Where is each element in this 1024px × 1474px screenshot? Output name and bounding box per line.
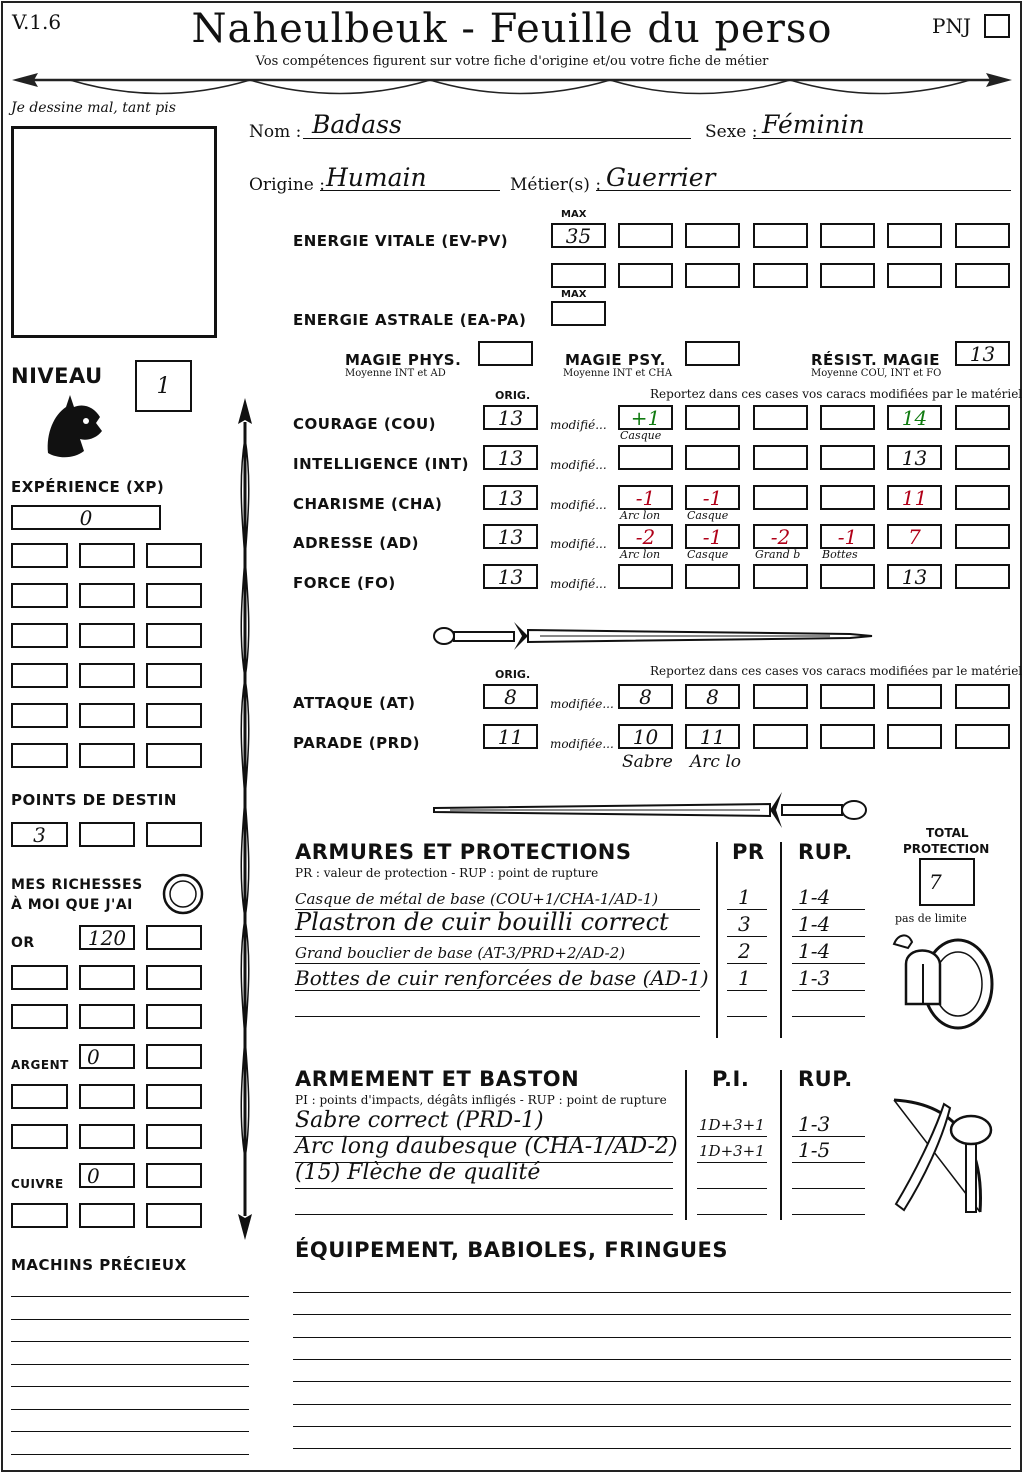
stat-label-2: CHARISME (CHA) — [293, 495, 443, 513]
armor-item-2[interactable]: Grand bouclier de base (AT-3/PRD+2/AD-2) — [295, 944, 626, 962]
stat-mod-box-3-3[interactable]: -1 — [820, 524, 875, 549]
xp-grid-box-3-0[interactable] — [11, 663, 68, 688]
destin-box-2[interactable] — [79, 822, 135, 847]
vital-box-0-4[interactable] — [820, 223, 875, 248]
stat-mod-box-3-1[interactable]: -1 — [685, 524, 740, 549]
pnj-label: PNJ — [932, 14, 971, 38]
combat-mod-box-1-0[interactable]: 10 — [618, 724, 673, 749]
cuivre-label: CUIVRE — [11, 1177, 64, 1191]
combat-orig-box-1[interactable]: 11 — [483, 724, 538, 749]
argent-box-2[interactable] — [146, 1044, 202, 1069]
argent-box[interactable]: 0 — [79, 1044, 135, 1069]
vital-box-0-0[interactable]: 35 — [551, 223, 606, 248]
equip-line-1[interactable] — [293, 1314, 1011, 1315]
vital-box-0-2[interactable] — [685, 223, 740, 248]
coin-grid-box-1-1[interactable] — [79, 1004, 135, 1029]
stat-modifie-4: modifié... — [550, 577, 607, 591]
weapon-rup-line-3[interactable] — [792, 1214, 865, 1215]
stat-mod-box-3-2[interactable]: -2 — [753, 524, 808, 549]
armor-pr-2[interactable]: 2 — [738, 939, 751, 963]
precieux-line-6[interactable] — [11, 1431, 249, 1432]
combat-mod-box-1-2[interactable] — [753, 724, 808, 749]
armor-rup-line-3[interactable] — [792, 990, 865, 991]
combat-modifie-1: modifiée... — [550, 737, 614, 751]
sexe-field[interactable]: Féminin — [762, 110, 865, 139]
weapon-pi-line-1[interactable] — [697, 1162, 767, 1163]
stat-label-0: COURAGE (COU) — [293, 415, 437, 433]
weapons-rup-label: RUP. — [798, 1067, 853, 1091]
destin-box-3[interactable] — [146, 822, 202, 847]
stat-mod-box-1-5[interactable] — [955, 445, 1010, 470]
equip-line-6[interactable] — [293, 1426, 1011, 1427]
stat-modifie-0: modifié... — [550, 418, 607, 432]
weapon-pi-1[interactable]: 1D+3+1 — [699, 1142, 765, 1160]
armor-item-1[interactable]: Plastron de cuir bouilli correct — [295, 908, 669, 936]
stat-sub-3-3: Bottes — [822, 548, 858, 561]
stat-mod-box-2-1[interactable]: -1 — [685, 485, 740, 510]
coin-grid-box-2-0[interactable] — [11, 1084, 68, 1109]
weapon-label-1: Sabre — [622, 752, 673, 772]
stat-mod-box-1-2[interactable] — [753, 445, 808, 470]
combat-report-note: Reportez dans ces cases vos caracs modifiées par le matériel — [650, 664, 1023, 678]
destin-box-1[interactable]: 3 — [11, 822, 68, 847]
xp-grid-box-1-2[interactable] — [146, 583, 202, 608]
coin-grid-box-2-2[interactable] — [146, 1084, 202, 1109]
vital-box-1-0[interactable] — [551, 263, 606, 288]
xp-grid-box-0-2[interactable] — [146, 543, 202, 568]
stat-mod-box-4-2[interactable] — [753, 564, 808, 589]
weapon-rup-0[interactable]: 1-3 — [798, 1112, 831, 1136]
armor-pr-label: PR — [732, 840, 765, 864]
sexe-label: Sexe : — [705, 122, 758, 142]
armor-line-4[interactable] — [295, 1016, 700, 1017]
armor-vline-1 — [716, 842, 718, 1038]
weapon-item-2[interactable]: (15) Flèche de qualité — [295, 1160, 541, 1185]
stat-mod-box-1-1[interactable] — [685, 445, 740, 470]
resist-magie-box[interactable]: 13 — [955, 341, 1010, 366]
xp-grid-box-5-1[interactable] — [79, 743, 135, 768]
no-limit-note: pas de limite — [895, 912, 967, 925]
weapons-vline-1 — [685, 1070, 687, 1220]
xp-grid-box-2-0[interactable] — [11, 623, 68, 648]
coin-grid-box-3-0[interactable] — [11, 1124, 68, 1149]
stat-label-4: FORCE (FO) — [293, 574, 396, 592]
sword-bottom-icon — [430, 786, 875, 832]
precieux-line-2[interactable] — [11, 1341, 249, 1342]
stat-mod-box-0-2[interactable] — [753, 405, 808, 430]
stat-mod-box-0-0[interactable]: +1 — [618, 405, 673, 430]
niveau-label: NIVEAU — [11, 364, 103, 388]
coin-grid-box-1-2[interactable] — [146, 1004, 202, 1029]
weapon-pi-line-2[interactable] — [697, 1188, 767, 1189]
vital-box-0-1[interactable] — [618, 223, 673, 248]
vital-box-1-5[interactable] — [887, 263, 942, 288]
stat-mod-box-4-5[interactable] — [955, 564, 1010, 589]
coin-grid-box-4-0[interactable] — [11, 1203, 68, 1228]
dragon-icon — [40, 393, 106, 463]
magie-psy-note: Moyenne INT et CHA — [563, 368, 673, 379]
combat-mod-box-1-4[interactable] — [887, 724, 942, 749]
armor-pr-3[interactable]: 1 — [738, 966, 751, 990]
resist-magie-label: RÉSIST. MAGIE — [811, 351, 941, 369]
armor-rup-label: RUP. — [798, 840, 853, 864]
portrait-caption: Je dessine mal, tant pis — [11, 100, 176, 116]
equip-line-7[interactable] — [293, 1448, 1011, 1449]
stat-sub-0-0: Casque — [620, 429, 662, 442]
armor-pr-0[interactable]: 1 — [738, 885, 751, 909]
combat-label-1: PARADE (PRD) — [293, 734, 421, 752]
weapon-pi-line-0[interactable] — [697, 1136, 767, 1137]
armor-rup-0[interactable]: 1-4 — [798, 885, 831, 909]
vital-box-0-5[interactable] — [887, 223, 942, 248]
stat-sub-3-1: Casque — [687, 548, 729, 561]
combat-mod-box-0-2[interactable] — [753, 684, 808, 709]
weapon-label-2: Arc lo — [690, 752, 741, 772]
xp-grid-box-3-1[interactable] — [79, 663, 135, 688]
equip-line-0[interactable] — [293, 1292, 1011, 1293]
armor-pr-line-1[interactable] — [727, 936, 767, 937]
xp-grid-box-2-1[interactable] — [79, 623, 135, 648]
coin-grid-box-1-0[interactable] — [11, 1004, 68, 1029]
armor-pr-1[interactable]: 3 — [738, 912, 751, 936]
stat-mod-box-1-4[interactable]: 13 — [887, 445, 942, 470]
richesses-label-2: À MOI QUE J'AI — [11, 897, 133, 913]
coin-grid-box-3-1[interactable] — [79, 1124, 135, 1149]
origine-field[interactable]: Humain — [326, 163, 427, 192]
destin-label: POINTS DE DESTIN — [11, 791, 177, 809]
weapon-pi-line-3[interactable] — [697, 1214, 767, 1215]
page-title: Naheulbeuk - Feuille du perso — [191, 6, 833, 52]
weapon-item-1[interactable]: Arc long daubesque (CHA-1/AD-2) — [295, 1134, 678, 1159]
stat-mod-box-0-3[interactable] — [820, 405, 875, 430]
cuivre-box-2[interactable] — [146, 1163, 202, 1188]
stats-orig-label: ORIG. — [495, 389, 531, 402]
niveau-box[interactable]: 1 — [135, 360, 192, 412]
precieux-line-0[interactable] — [11, 1296, 249, 1297]
combat-mod-box-0-5[interactable] — [955, 684, 1010, 709]
nom-label: Nom : — [249, 122, 302, 142]
armor-rup-line-0[interactable] — [792, 909, 865, 910]
stat-mod-box-4-4[interactable]: 13 — [887, 564, 942, 589]
precieux-label: MACHINS PRÉCIEUX — [11, 1256, 187, 1274]
stat-mod-box-4-1[interactable] — [685, 564, 740, 589]
xp-box[interactable]: 0 — [11, 505, 161, 530]
magie-phys-box[interactable] — [478, 341, 533, 366]
stat-mod-box-3-4[interactable]: 7 — [887, 524, 942, 549]
vital-box-1-4[interactable] — [820, 263, 875, 288]
magie-phys-note: Moyenne INT et AD — [345, 368, 446, 379]
precieux-line-1[interactable] — [11, 1319, 249, 1320]
equip-line-3[interactable] — [293, 1359, 1011, 1360]
equip-line-2[interactable] — [293, 1337, 1011, 1338]
stat-mod-box-0-4[interactable]: 14 — [887, 405, 942, 430]
armor-vline-2 — [780, 842, 782, 1038]
stat-sub-3-0: Arc lon — [620, 548, 661, 561]
weapon-rup-line-2[interactable] — [792, 1188, 865, 1189]
xp-grid-box-4-0[interactable] — [11, 703, 68, 728]
armor-pr-line-4[interactable] — [727, 1016, 767, 1017]
ev-max-label: MAX — [561, 209, 587, 220]
armor-pr-line-3[interactable] — [727, 990, 767, 991]
metier-label: Métier(s) : — [510, 175, 602, 195]
stat-mod-box-2-5[interactable] — [955, 485, 1010, 510]
armor-item-3[interactable]: Bottes de cuir renforcées de base (AD-1) — [295, 966, 709, 990]
vital-box-0-3[interactable] — [753, 223, 808, 248]
portrait-box[interactable] — [11, 126, 217, 338]
armor-rup-2[interactable]: 1-4 — [798, 939, 831, 963]
stat-sub-2-0: Arc lon — [620, 509, 661, 522]
vital-box-1-1[interactable] — [618, 263, 673, 288]
weapon-rup-1[interactable]: 1-5 — [798, 1138, 831, 1162]
total-protection-box[interactable]: 7 — [919, 858, 975, 906]
xp-grid-box-3-2[interactable] — [146, 663, 202, 688]
armor-rup-line-2[interactable] — [792, 963, 865, 964]
stat-orig-box-3[interactable]: 13 — [483, 524, 538, 549]
xp-grid-box-5-0[interactable] — [11, 743, 68, 768]
stat-mod-box-4-3[interactable] — [820, 564, 875, 589]
armor-line-3[interactable] — [295, 990, 700, 991]
weapon-rup-line-0[interactable] — [792, 1136, 865, 1137]
stat-mod-box-3-0[interactable]: -2 — [618, 524, 673, 549]
armor-pr-line-2[interactable] — [727, 963, 767, 964]
weapons-title: ARMEMENT ET BASTON — [295, 1067, 580, 1091]
origine-label: Origine : — [249, 175, 325, 195]
combat-mod-box-1-3[interactable] — [820, 724, 875, 749]
vital-box-0-6[interactable] — [955, 223, 1010, 248]
armor-item-0[interactable]: Casque de métal de base (COU+1/CHA-1/AD-1) — [295, 890, 659, 908]
coin-grid-box-0-1[interactable] — [79, 965, 135, 990]
armor-rup-1[interactable]: 1-4 — [798, 912, 831, 936]
version-label: V.1.6 — [12, 10, 62, 34]
helmet-shield-icon — [888, 924, 998, 1036]
stat-orig-box-1[interactable]: 13 — [483, 445, 538, 470]
sword-top-icon — [430, 612, 875, 658]
argent-label: ARGENT — [11, 1058, 69, 1072]
combat-mod-box-0-0[interactable]: 8 — [618, 684, 673, 709]
combat-label-0: ATTAQUE (AT) — [293, 694, 416, 712]
stat-sub-2-1: Casque — [687, 509, 729, 522]
combat-modifie-0: modifiée... — [550, 697, 614, 711]
magie-psy-box[interactable] — [685, 341, 740, 366]
ea-max-label: MAX — [561, 289, 587, 300]
combat-mod-box-0-1[interactable]: 8 — [685, 684, 740, 709]
combat-mod-box-1-5[interactable] — [955, 724, 1010, 749]
precieux-line-7[interactable] — [11, 1454, 249, 1455]
armor-rup-line-4[interactable] — [792, 1016, 865, 1017]
coin-grid-box-4-1[interactable] — [79, 1203, 135, 1228]
stat-mod-box-2-4[interactable]: 11 — [887, 485, 942, 510]
weapon-item-0[interactable]: Sabre correct (PRD-1) — [295, 1108, 544, 1133]
stat-mod-box-1-3[interactable] — [820, 445, 875, 470]
richesses-label-1: MES RICHESSES — [11, 877, 143, 893]
magie-psy-label: MAGIE PSY. — [565, 351, 666, 369]
xp-grid-box-5-2[interactable] — [146, 743, 202, 768]
equip-line-5[interactable] — [293, 1404, 1011, 1405]
stat-modifie-3: modifié... — [550, 537, 607, 551]
page-subtitle: Vos compétences figurent sur votre fiche d'origine et/ou votre fiche de métier — [255, 54, 769, 69]
precieux-line-4[interactable] — [11, 1386, 249, 1387]
coin-grid-box-2-1[interactable] — [79, 1084, 135, 1109]
resist-magie-note: Moyenne COU, INT et FO — [811, 368, 942, 379]
weapon-rup-line-1[interactable] — [792, 1162, 865, 1163]
xp-label: EXPÉRIENCE (XP) — [11, 478, 165, 496]
or-box[interactable]: 120 — [79, 925, 135, 950]
metier-field[interactable]: Guerrier — [606, 163, 716, 192]
magie-phys-label: MAGIE PHYS. — [345, 351, 462, 369]
armor-line-2[interactable] — [295, 963, 700, 964]
weapon-line-2[interactable] — [295, 1188, 673, 1189]
stat-orig-box-2[interactable]: 13 — [483, 485, 538, 510]
ev-label: ENERGIE VITALE (EV-PV) — [293, 232, 509, 250]
stat-orig-box-4[interactable]: 13 — [483, 564, 538, 589]
xp-grid-box-4-1[interactable] — [79, 703, 135, 728]
stat-mod-box-1-0[interactable] — [618, 445, 673, 470]
vital-box-1-6[interactable] — [955, 263, 1010, 288]
weapons-vline-2 — [780, 1070, 782, 1220]
coin-grid-box-4-2[interactable] — [146, 1203, 202, 1228]
combat-orig-label: ORIG. — [495, 668, 531, 681]
total-label-1: TOTAL — [926, 826, 969, 840]
equipment-title: ÉQUIPEMENT, BABIOLES, FRINGUES — [295, 1238, 728, 1262]
precieux-line-5[interactable] — [11, 1409, 249, 1410]
xp-grid-box-0-0[interactable] — [11, 543, 68, 568]
coin-icon — [160, 872, 206, 916]
stat-modifie-1: modifié... — [550, 458, 607, 472]
combat-mod-box-0-3[interactable] — [820, 684, 875, 709]
armor-rup-line-1[interactable] — [792, 936, 865, 937]
xp-grid-box-2-2[interactable] — [146, 623, 202, 648]
vital-box-1-3[interactable] — [753, 263, 808, 288]
combat-mod-box-0-4[interactable] — [887, 684, 942, 709]
armor-pr-line-0[interactable] — [727, 909, 767, 910]
armor-rup-3[interactable]: 1-3 — [798, 966, 831, 990]
stat-mod-box-2-2[interactable] — [753, 485, 808, 510]
stat-mod-box-2-3[interactable] — [820, 485, 875, 510]
stat-sub-3-2: Grand b — [755, 548, 801, 561]
ea-label: ENERGIE ASTRALE (EA-PA) — [293, 311, 527, 329]
stat-modifie-2: modifié... — [550, 498, 607, 512]
stat-orig-box-0[interactable]: 13 — [483, 405, 538, 430]
vertical-spear-icon — [228, 398, 262, 1240]
or-box-2[interactable] — [146, 925, 202, 950]
weapon-line-3[interactable] — [295, 1214, 673, 1215]
spear-divider-icon — [10, 64, 1014, 104]
total-label-2: PROTECTION — [903, 842, 990, 856]
coin-grid-box-0-0[interactable] — [11, 965, 68, 990]
armor-line-1[interactable] — [295, 936, 700, 937]
weapons-pi-label: P.I. — [712, 1067, 750, 1091]
armor-title: ARMURES ET PROTECTIONS — [295, 840, 632, 864]
precieux-line-3[interactable] — [11, 1364, 249, 1365]
stat-mod-box-0-5[interactable] — [955, 405, 1010, 430]
combat-orig-box-0[interactable]: 8 — [483, 684, 538, 709]
crossed-weapons-icon — [884, 1094, 1004, 1216]
stat-label-1: INTELLIGENCE (INT) — [293, 455, 469, 473]
cuivre-box[interactable]: 0 — [79, 1163, 135, 1188]
nom-field[interactable]: Badass — [312, 110, 402, 139]
equip-line-4[interactable] — [293, 1381, 1011, 1382]
weapons-note: PI : points d'impacts, dégâts infligés - RUP : point de rupture — [295, 1093, 667, 1107]
xp-grid-box-4-2[interactable] — [146, 703, 202, 728]
or-label: OR — [11, 935, 35, 951]
stat-mod-box-0-1[interactable] — [685, 405, 740, 430]
stats-report-note: Reportez dans ces cases vos caracs modifiées par le matériel — [650, 387, 1023, 401]
vital-box-2-0[interactable] — [551, 301, 606, 326]
xp-grid-box-1-1[interactable] — [79, 583, 135, 608]
pnj-checkbox[interactable] — [984, 14, 1010, 38]
stat-mod-box-4-0[interactable] — [618, 564, 673, 589]
xp-grid-box-0-1[interactable] — [79, 543, 135, 568]
stat-label-3: ADRESSE (AD) — [293, 534, 420, 552]
armor-note: PR : valeur de protection - RUP : point de rupture — [295, 866, 599, 880]
coin-grid-box-0-2[interactable] — [146, 965, 202, 990]
stat-mod-box-3-5[interactable] — [955, 524, 1010, 549]
weapon-pi-0[interactable]: 1D+3+1 — [699, 1116, 765, 1134]
vital-box-1-2[interactable] — [685, 263, 740, 288]
stat-mod-box-2-0[interactable]: -1 — [618, 485, 673, 510]
xp-grid-box-1-0[interactable] — [11, 583, 68, 608]
coin-grid-box-3-2[interactable] — [146, 1124, 202, 1149]
combat-mod-box-1-1[interactable]: 11 — [685, 724, 740, 749]
